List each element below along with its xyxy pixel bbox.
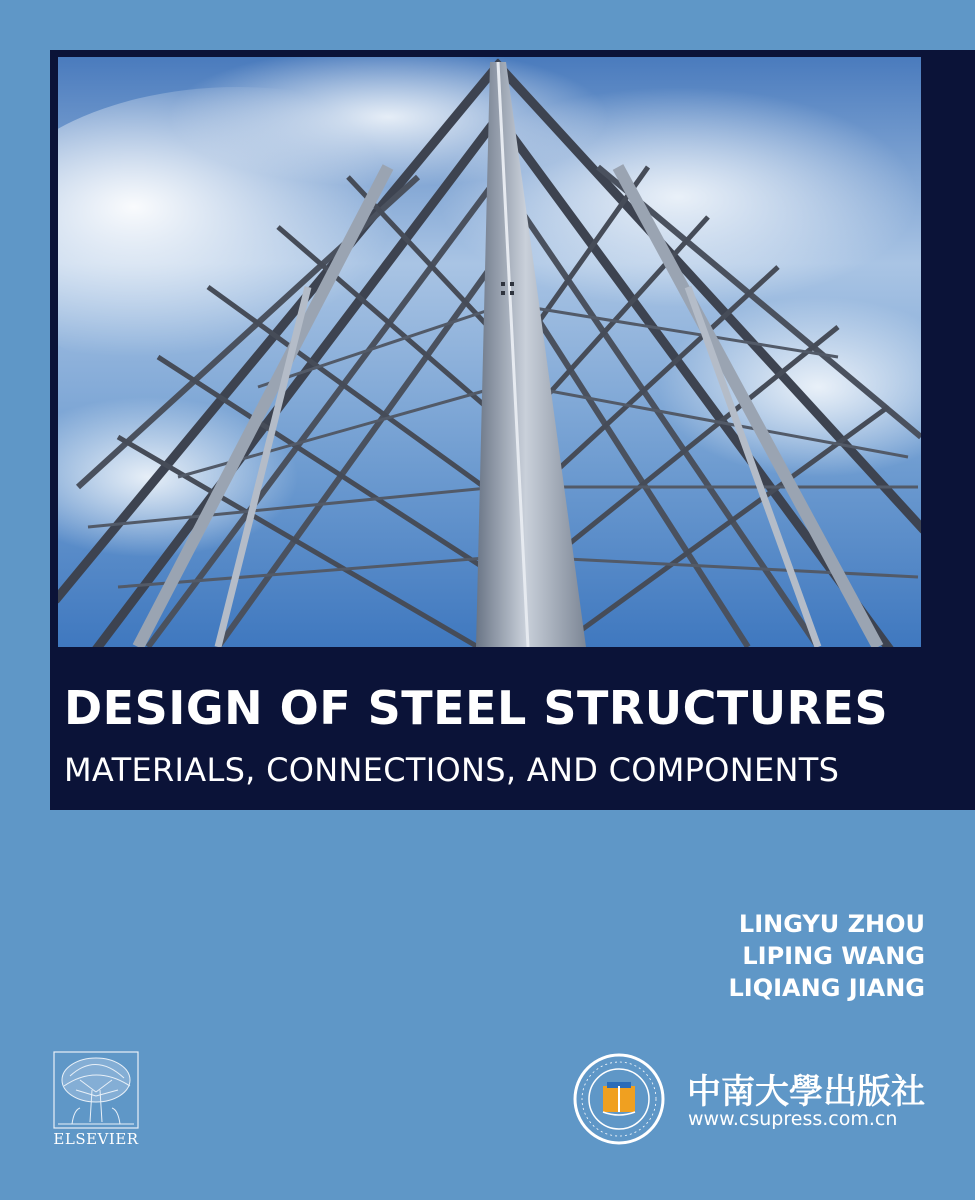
csu-press-logo: [572, 1052, 932, 1147]
csu-press-name: 中南大學出版社: [687, 1072, 925, 1112]
csu-press-url: www.csupress.com.cn: [688, 1108, 898, 1130]
author-3: LIQIANG JIANG: [728, 974, 925, 1002]
author-2: LIPING WANG: [742, 942, 925, 970]
elsevier-tree-logo: [50, 1050, 142, 1130]
csu-press-seal-logo: [572, 1052, 668, 1148]
book-title: DESIGN OF STEEL STRUCTURES: [64, 681, 889, 735]
elsevier-wordmark: ELSEVIER: [53, 1130, 139, 1148]
cover-photo: [58, 57, 921, 647]
elsevier-logo: [50, 1050, 140, 1150]
author-1: LINGYU ZHOU: [738, 910, 925, 938]
book-subtitle: MATERIALS, CONNECTIONS, AND COMPONENTS: [64, 751, 840, 789]
steel-frame-photo: [58, 57, 921, 647]
author-list: [729, 908, 926, 1004]
title-band: [50, 655, 975, 810]
